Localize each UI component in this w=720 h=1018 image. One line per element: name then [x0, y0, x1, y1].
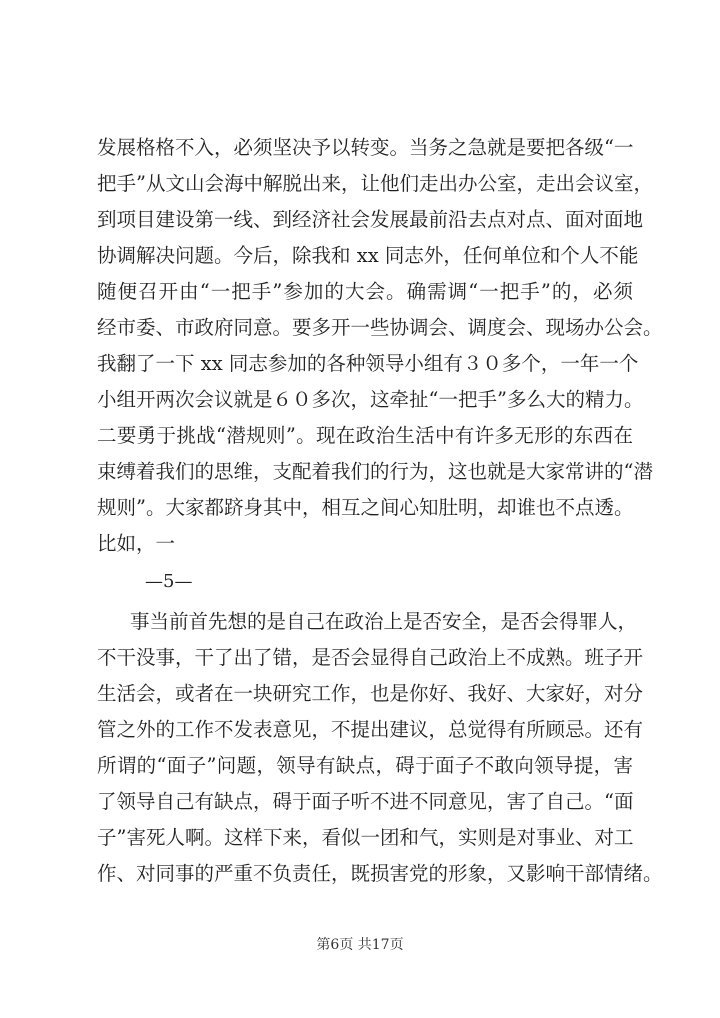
text-line: 随便召开由“一把手”参加的大会。确需调“一把手”的，必须: [97, 280, 633, 303]
text-line: 把手”从文山会海中解脱出来，让他们走出办公室，走出会议室，: [97, 172, 653, 195]
text-line: 我翻了一下 xx 同志参加的各种领导小组有３０多个，一年一个: [97, 352, 639, 375]
text-line: 子”害死人啊。这样下来，看似一团和气，实则是对事业、对工: [97, 826, 634, 849]
paragraph-1: [97, 130, 663, 562]
text-line: 比如，一: [97, 532, 176, 555]
text-line: 生活会，或者在一块研究工作，也是你好、我好、大家好，对分: [97, 682, 644, 705]
text-line: 小组开两次会议就是６０多次，这牵扯“一把手”多么大的精力。: [97, 388, 644, 411]
text-line: 经市委、市政府同意。要多开一些协调会、调度会、现场办公会。: [97, 316, 663, 339]
paragraph-2: [97, 604, 663, 892]
text-line: 事当前首先想的是自己在政治上是否安全，是否会得罪人，: [130, 610, 638, 633]
text-line: 发展格格不入，必须坚决予以转变。当务之急就是要把各级“一: [97, 136, 634, 159]
text-line: 所谓的“面子”问题，领导有缺点，碍于面子不敢向领导提，害: [97, 754, 633, 777]
page-footer: 第6页 共17页: [316, 937, 404, 953]
text-line: 规则”。大家都跻身其中，相互之间心知肚明，却谁也不点透。: [97, 496, 634, 519]
text-line: 到项目建设第一线、到经济社会发展最前沿去点对点、面对面地: [97, 208, 644, 231]
text-line: 作、对同事的严重不负责任，既损害党的形象，又影响干部情绪。: [97, 862, 663, 885]
text-line: 协调解决问题。今后，除我和 xx 同志外，任何单位和个人不能: [97, 244, 639, 267]
inner-page-number: —5—: [145, 571, 193, 592]
text-line: 管之外的工作不发表意见，不提出建议，总觉得有所顾忌。还有: [97, 718, 644, 741]
text-line: 了领导自己有缺点，碍于面子听不进不同意见，害了自己。“面: [97, 790, 634, 813]
text-line: 二要勇于挑战“潜规则”。现在政治生活中有许多无形的东西在: [97, 424, 633, 447]
text-line: 不干没事，干了出了错，是否会显得自己政治上不成熟。班子开: [97, 646, 644, 669]
text-line: 束缚着我们的思维，支配着我们的行为，这也就是大家常讲的“潜: [97, 460, 653, 483]
